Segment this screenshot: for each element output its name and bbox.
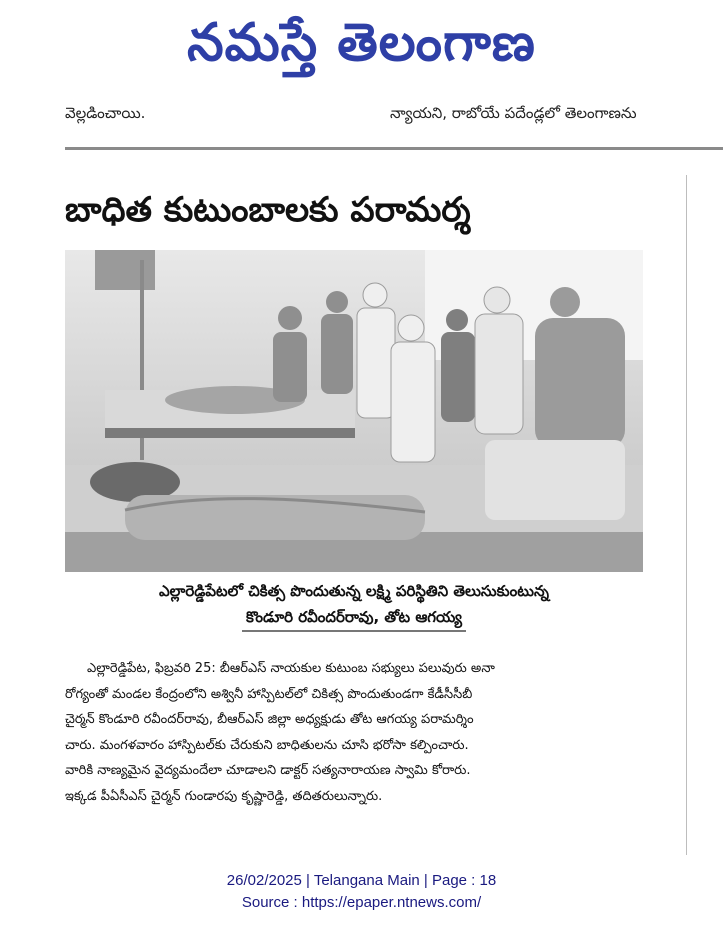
footer-date-edition: 26/02/2025 | Telangana Main | Page : 18 (226, 872, 497, 889)
body-line: వారికి నాణ్యమైన వైద్యమందేలా చూడాలని డాక్టర్ సత్యనారాయణ స్వామి కోరారు. (65, 763, 471, 778)
footer-source: Source : https://epaper.ntnews.com/ (241, 894, 482, 911)
column-divider (686, 175, 687, 855)
body-line: చారు. మంగళవారం హాస్పిటల్‌కు చేరుకుని బాధితులను చూసి భరోసా కల్పించారు. (65, 737, 469, 753)
body-line: ఎల్లారెడ్డిపేట, ఫిబ్రవరి 25: బీఆర్‌ఎస్ నాయకుల కుటుంబ సభ్యులు పలువురు అనా (87, 661, 495, 676)
caption-line-1: ఎల్లారెడ్డిపేటలో చికిత్స పొందుతున్న లక్ష్మి పరిస్థితిని తెలుసుకుంటున్న (159, 582, 549, 600)
body-line: చైర్మన్ కొండూరి రవీందర్‌రావు, బీఆర్‌ఎస్ జిల్లా అధ్యక్షుడు తోట ఆగయ్య పరామర్శిం (65, 712, 474, 727)
article-body (65, 656, 655, 809)
article-headline: బాధిత కుటుంబాలకు పరామర్శ (65, 190, 471, 230)
section-divider (65, 147, 723, 150)
body-line: రోగ్యంతో మండల కేంద్రంలోని అశ్వినీ హాస్పిటల్‌లో చికిత్స పొందుతుండగా కేడీసీసీబీ (65, 686, 473, 702)
page-footer (0, 870, 723, 914)
photo-caption (65, 578, 643, 632)
previous-article-fragment-left: వెల్లడించాయి. (65, 104, 146, 122)
article-photo (65, 250, 643, 572)
newspaper-masthead (0, 4, 723, 82)
previous-article-fragment-right: న్యాయని, రాబోయే పదేండ్లలో తెలంగాణను (390, 104, 637, 122)
body-line: ఇక్కడ పీఏసీఎస్ చైర్మన్ గుండారపు కృష్ణారెడ్డి, తదితరులున్నారు. (65, 788, 383, 804)
masthead-title: నమస్తే తెలంగాణ (187, 12, 536, 73)
caption-line-2: కొండూరి రవీందర్‌రావు, తోట ఆగయ్య (242, 604, 466, 632)
